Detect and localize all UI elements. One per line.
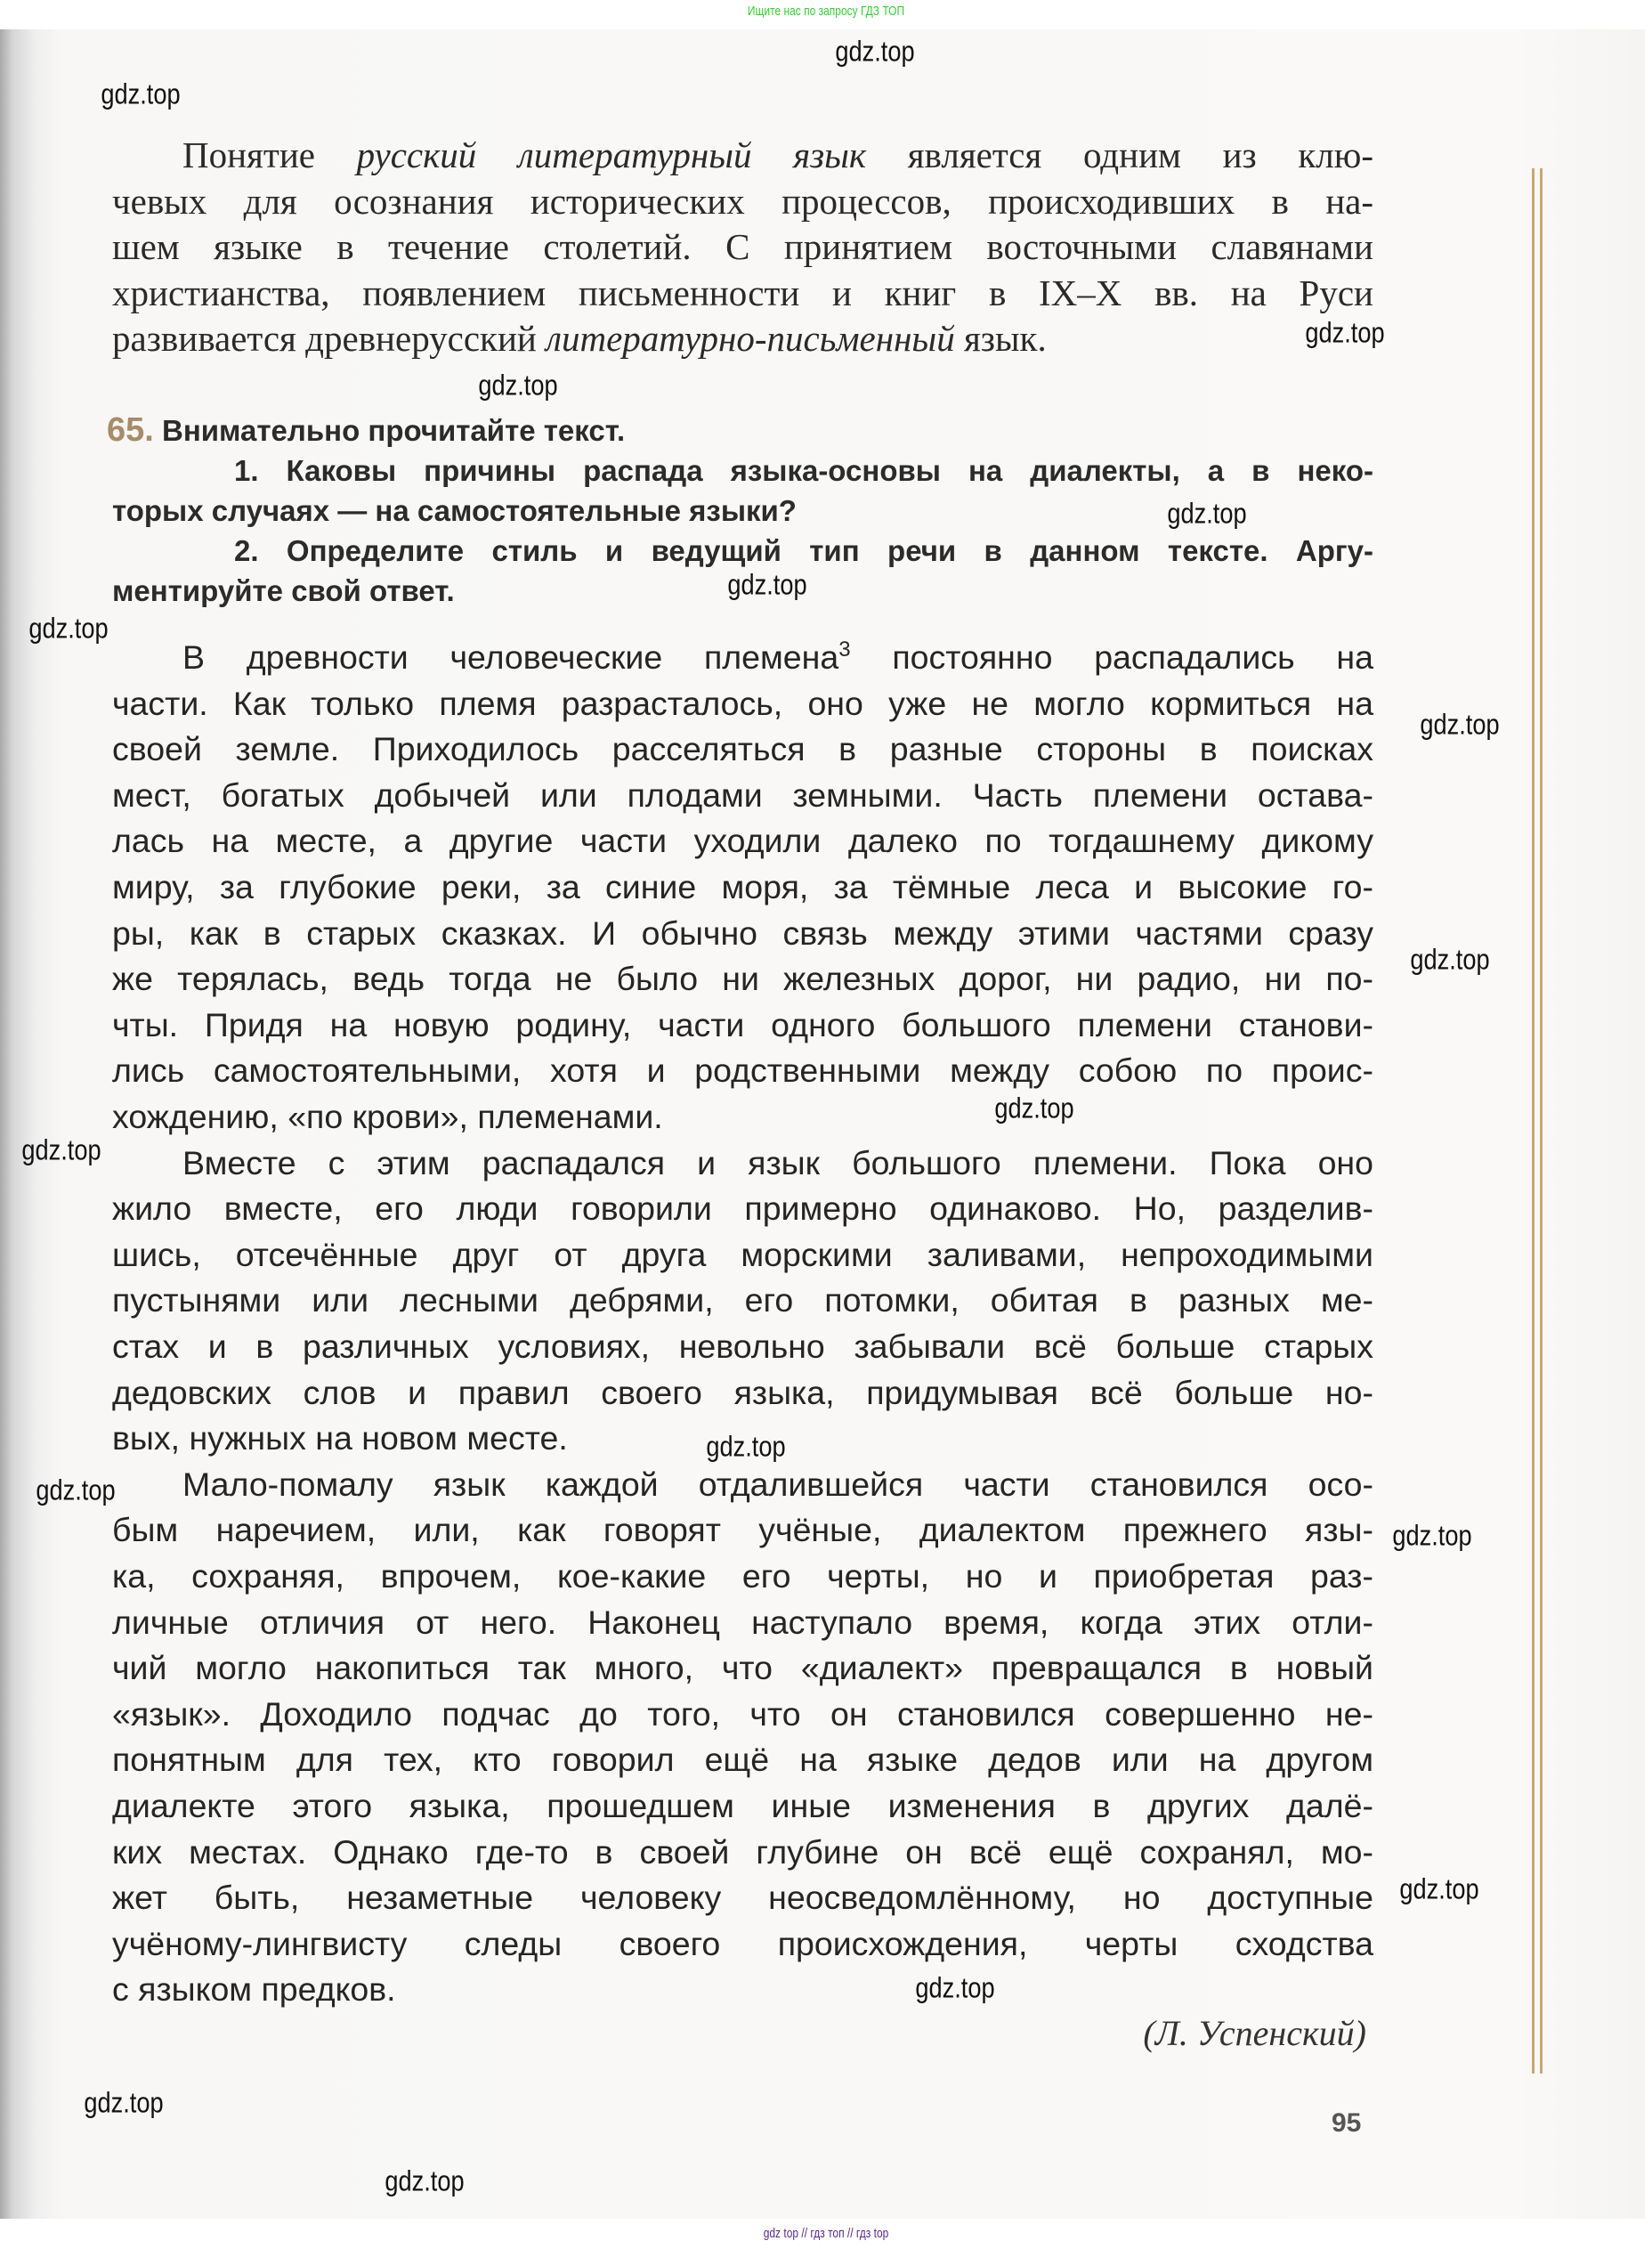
text-line bbox=[112, 1736, 1373, 1782]
text-segment: христианства, появлением письменности и книг в IX–X вв. на Руси bbox=[112, 272, 1373, 313]
text-segment: бым наречием, или, как говорят учёные, диалектом прежнего язы- bbox=[112, 1511, 1373, 1549]
text-line bbox=[112, 1185, 1373, 1231]
text-line bbox=[112, 270, 1373, 316]
text-segment: же терялась, ведь тогда не было ни железных дорог, ни радио, ни по- bbox=[112, 960, 1373, 998]
text-line bbox=[112, 1966, 1373, 2012]
text-segment: дедовских слов и правил своего языка, придумывая всё больше но- bbox=[112, 1373, 1373, 1411]
author-attribution: (Л. Успенский) bbox=[1143, 2013, 1366, 2053]
text-segment: ментируйте свой ответ. bbox=[112, 574, 455, 607]
text-segment: чты. Придя на новую родину, части одного большого племени станови- bbox=[112, 1005, 1373, 1043]
watermark: gdz.top bbox=[1167, 497, 1247, 530]
text-line bbox=[112, 178, 1373, 224]
watermark: gdz.top bbox=[727, 568, 807, 601]
text-segment: литературно-письменный bbox=[546, 318, 955, 360]
watermark: gdz.top bbox=[1410, 943, 1490, 976]
watermark: gdz.top bbox=[84, 2086, 164, 2119]
text-line bbox=[112, 315, 1373, 361]
text-line bbox=[112, 1644, 1373, 1691]
exercise-heading bbox=[107, 410, 1368, 451]
text-segment: 1. Каковы причины распада языка-основы на диалекты, а в неко- bbox=[234, 454, 1373, 487]
text-segment: ры, как в старых сказках. И обычно связь между этими частями сразу bbox=[112, 913, 1373, 952]
text-segment: В древности человеческие племена bbox=[182, 638, 839, 676]
text-line bbox=[112, 1920, 1373, 1967]
footnote-marker: 3 bbox=[838, 637, 851, 662]
text-segment: Понятие bbox=[182, 134, 357, 175]
text-line bbox=[112, 910, 1373, 956]
footer-text: gdz top // гдз топ // гдз top bbox=[763, 2226, 889, 2241]
text-segment: лись самостоятельными, хотя и родственными между собою по проис- bbox=[112, 1051, 1373, 1090]
text-segment: жет быть, незаметные человеку неосведомлённому, но доступные bbox=[112, 1879, 1373, 1917]
text-line bbox=[112, 1461, 1373, 1507]
text-line bbox=[112, 817, 1373, 864]
text-segment: учёному-лингвисту следы своего происхождения, черты сходства bbox=[112, 1924, 1373, 1962]
text-line bbox=[112, 1231, 1373, 1278]
watermark: gdz.top bbox=[385, 2164, 465, 2197]
decorative-rule-right bbox=[1540, 168, 1543, 2074]
text-segment: шись, отсечённые друг от друга морскими заливами, непроходимыми bbox=[112, 1235, 1373, 1273]
text-segment: вых, нужных на новом месте. bbox=[112, 1419, 568, 1457]
text-line bbox=[112, 864, 1373, 910]
text-segment: шем языке в течение столетий. С принятием восточными славянами bbox=[112, 226, 1373, 268]
watermark: gdz.top bbox=[478, 369, 558, 402]
watermark: gdz.top bbox=[915, 1971, 995, 2004]
text-segment: чевых для осознания исторических процессов, происходивших в на- bbox=[112, 180, 1373, 222]
text-segment: стах и в различных условиях, невольно забывали всё больше старых bbox=[112, 1327, 1373, 1365]
text-segment: миру, за глубокие реки, за синие моря, за тёмные леса и высокие го- bbox=[112, 868, 1373, 905]
text-segment: мест, богатых добычей или плодами земными. Часть племени остава- bbox=[112, 775, 1373, 814]
watermark: gdz.top bbox=[1420, 708, 1500, 741]
watermark: gdz.top bbox=[994, 1092, 1074, 1124]
watermark: gdz.top bbox=[706, 1430, 786, 1463]
page-number: 95 bbox=[1332, 2108, 1362, 2138]
text-line bbox=[112, 1277, 1373, 1323]
watermark: gdz.top bbox=[28, 612, 109, 645]
text-segment: развивается древнерусский bbox=[112, 318, 547, 360]
text-segment: понятным для тех, кто говорил ещё на языке дедов или на другом bbox=[112, 1741, 1373, 1779]
text-segment: язык. bbox=[954, 318, 1047, 360]
text-segment: русский литературный язык bbox=[356, 134, 867, 175]
text-segment: Вместе с этим распадался и язык большого племени. Пока оно bbox=[182, 1143, 1373, 1181]
text-segment: «язык». Доходило подчас до того, что он становился совершенно не- bbox=[112, 1694, 1373, 1733]
text-segment: жило вместе, его люди говорили примерно одинаково. Но, разделив- bbox=[112, 1189, 1373, 1228]
watermark: gdz.top bbox=[101, 77, 181, 110]
text-line bbox=[112, 132, 1373, 178]
text-line bbox=[112, 1553, 1373, 1599]
text-segment: ких местах. Однако где-то в своей глубине он всё ещё сохранял, мо- bbox=[112, 1832, 1373, 1871]
watermark: gdz.top bbox=[1399, 1872, 1479, 1905]
text-segment: пустынями или лесными дебрями, его потомки, обитая в разных ме- bbox=[112, 1281, 1373, 1319]
text-line bbox=[112, 1829, 1373, 1875]
top-banner: Ищите нас по запросу ГДЗ ТОП bbox=[747, 4, 905, 19]
text-line bbox=[112, 1002, 1373, 1048]
text-segment: ка, сохраняя, впрочем, кое-какие его черты, но и приобретая раз- bbox=[112, 1557, 1373, 1595]
watermark: gdz.top bbox=[36, 1474, 116, 1506]
text-line bbox=[112, 1093, 1373, 1140]
text-line bbox=[112, 223, 1373, 270]
watermark: gdz.top bbox=[1305, 316, 1385, 349]
text-segment: личные отличия от него. Наконец наступало время, когда этих отли- bbox=[112, 1603, 1373, 1641]
text-line bbox=[112, 1691, 1373, 1737]
text-segment: постоянно распадались на bbox=[850, 638, 1373, 676]
text-line bbox=[112, 772, 1373, 818]
text-line bbox=[112, 1369, 1373, 1416]
text-segment: с языком предков. bbox=[112, 1970, 396, 2009]
decorative-rule-left bbox=[1532, 168, 1535, 2074]
watermark: gdz.top bbox=[1392, 1519, 1472, 1552]
text-line bbox=[112, 1599, 1373, 1645]
text-line bbox=[112, 955, 1373, 1002]
text-line bbox=[112, 531, 1373, 571]
text-segment: своей земле. Приходилось расселяться в разные стороны в поисках bbox=[112, 730, 1373, 768]
text-segment: диалекте этого языка, прошедшем иные изменения в других далё- bbox=[112, 1787, 1373, 1824]
watermark: gdz.top bbox=[835, 35, 915, 68]
text-line bbox=[112, 451, 1373, 491]
text-segment: торых случаях — на самостоятельные языки? bbox=[112, 494, 797, 527]
text-line bbox=[112, 634, 1373, 680]
text-line bbox=[112, 1140, 1373, 1186]
text-segment: хождению, «по крови», племенами. bbox=[112, 1098, 663, 1135]
text-segment: 2. Определите стиль и ведущий тип речи в данном тексте. Аргу- bbox=[234, 534, 1373, 567]
text-segment: чий могло накопиться так много, что «диалект» превращался в новый bbox=[112, 1649, 1373, 1687]
text-line bbox=[112, 1874, 1373, 1920]
text-segment: Мало-помалу язык каждой отдалившейся части становился осо- bbox=[182, 1465, 1373, 1503]
text-line bbox=[112, 1782, 1373, 1829]
text-line bbox=[112, 680, 1373, 727]
exercise-number: 65. bbox=[107, 411, 154, 449]
text-line bbox=[112, 1047, 1373, 1093]
text-segment: лась на месте, а другие части уходили далеко по тогдашнему дикому bbox=[112, 822, 1373, 860]
text-segment: части. Как только племя разрасталось, оно уже не могло кормиться на bbox=[112, 684, 1373, 722]
text-line bbox=[112, 1506, 1373, 1553]
watermark: gdz.top bbox=[21, 1133, 101, 1166]
exercise-title: Внимательно прочитайте текст. bbox=[153, 414, 626, 447]
text-line bbox=[112, 1323, 1373, 1369]
text-line bbox=[112, 726, 1373, 772]
text-segment: является одним из клю- bbox=[866, 134, 1373, 175]
